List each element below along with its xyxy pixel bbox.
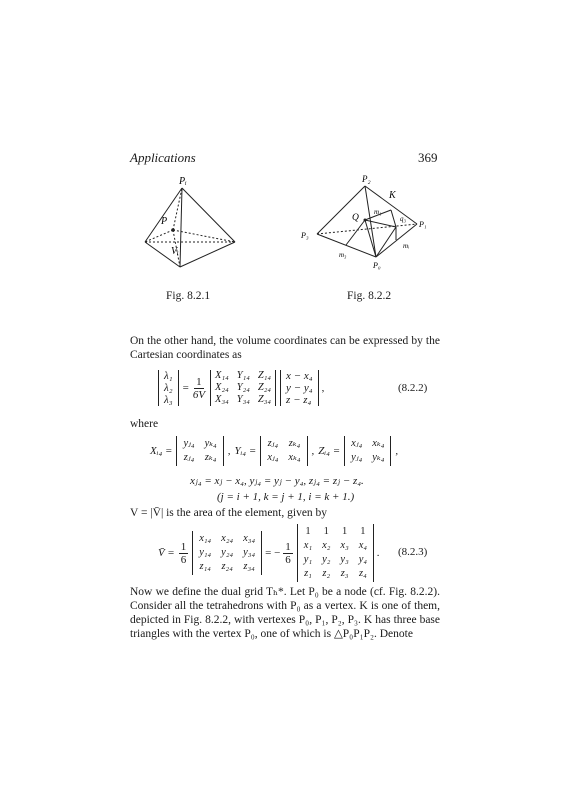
matrix-cell: Z₂₄ (257, 382, 272, 393)
label-mi: mᵢ (403, 242, 410, 250)
matrix-cell: Z₁₄ (257, 370, 272, 381)
running-title: Applications (130, 150, 196, 165)
label-pi: Pᵢ (179, 176, 187, 187)
matrix-cell: Y₃₄ (236, 394, 250, 405)
denominator: 6V (192, 388, 206, 401)
point-p (171, 228, 175, 232)
matrix-cell: xⱼ₄ (351, 438, 363, 449)
matrix-cell: X₂₄ (215, 382, 229, 393)
matrix-cell: x₃ (340, 540, 349, 551)
numerator: 1 (180, 540, 187, 553)
matrix-cell: xₖ₄ (372, 438, 385, 449)
matrix-cell: zⱼ₄ (183, 452, 195, 463)
determinant (344, 436, 391, 466)
paragraph: Now we define the dual grid Tₕ*. Let P₀ be a node (cf. Fig. 8.2.2). Consider all the tetrahedrons with P₀ as a vertex. K is one of them, depicted in Fig. 8.2.2, with vertexes P₀, P₁, P₂, P₃. K has three base triangles with the vertex P₀, one of which is △P₀P₁P₂. Denote (130, 586, 440, 640)
matrix-cell: zₖ₄ (204, 452, 217, 463)
determinant (297, 524, 374, 582)
edge (180, 242, 235, 267)
equation-8-2-3 (158, 522, 380, 584)
determinant (176, 436, 223, 466)
matrix-cell: z₃₄ (243, 561, 255, 572)
interior-line (391, 210, 396, 227)
fraction (193, 376, 205, 401)
figure-caption: Fig. 8.2.2 (347, 290, 392, 302)
matrix-cell: y₁ (303, 554, 313, 565)
matrix-cell: yₖ₄ (372, 452, 385, 463)
matrix-cell: z₂ (322, 568, 331, 579)
label-m3: m₃ (339, 251, 347, 259)
volume-sentence: V = |V̄| is the area of the element, given by (130, 507, 328, 519)
equation-8-2-2 (158, 366, 324, 410)
matrix-cell: Z₃₄ (257, 394, 272, 405)
interior-line (346, 220, 365, 245)
determinant (260, 436, 307, 466)
matrix-cell: z₁ (304, 568, 312, 579)
fraction (179, 541, 189, 566)
matrix-cell: 1 (341, 526, 348, 537)
interior-line (365, 220, 376, 257)
label-p0: P₀ (373, 261, 381, 270)
label-p1: P₁ (419, 220, 427, 229)
edge (317, 186, 365, 234)
matrix-cell: x₃₄ (243, 533, 256, 544)
matrix-cell: xⱼ₄ (267, 452, 279, 463)
point-q (364, 219, 367, 222)
label-m1: m₁ (374, 208, 382, 216)
edge (182, 188, 235, 242)
figure-8-2-1 (135, 172, 255, 277)
label-q: Q (352, 213, 359, 223)
comma: . (377, 547, 380, 559)
label-p: P (161, 216, 168, 227)
comma: , (227, 445, 231, 457)
matrix-cell: y₄ (358, 554, 368, 565)
matrix-cell: x₂₄ (221, 533, 234, 544)
interior-line (173, 230, 235, 242)
lhs-vector (158, 370, 179, 406)
where-label: where (130, 418, 159, 430)
denominator: 6 (180, 553, 187, 566)
edge (145, 188, 182, 242)
edge (317, 234, 376, 257)
interior-line (376, 227, 396, 257)
coefficient-matrix (210, 370, 276, 406)
edge (180, 188, 182, 267)
matrix-cell: yₖ₄ (204, 438, 217, 449)
matrix-cell: z₁₄ (199, 561, 211, 572)
matrix-cell: λ₂ (164, 382, 173, 394)
matrix-cell: 1 (305, 526, 311, 537)
matrix-cell: λ₃ (164, 394, 173, 406)
matrix-cell: λ₁ (164, 370, 173, 382)
matrix-cell: Y₂₄ (236, 382, 250, 393)
matrix-cell: xₖ₄ (288, 452, 301, 463)
def-lhs: Zᵢ₄ = (318, 445, 341, 457)
label-q3: q₃ (400, 215, 406, 223)
label-p2: P₂ (362, 174, 371, 184)
eq-lhs: V̄ = (158, 547, 175, 559)
matrix-cell: yⱼ₄ (183, 438, 195, 449)
definitions-line (150, 436, 398, 466)
rhs-vector (280, 370, 319, 406)
matrix-cell: y₂₄ (221, 547, 234, 558)
matrix-cell: z₄ (359, 568, 367, 579)
matrix-cell: x₄ (358, 540, 368, 551)
matrix-cell: y − y₄ (286, 382, 313, 394)
matrix-cell: yⱼ₄ (351, 452, 363, 463)
determinant (192, 531, 262, 575)
matrix-cell: z₂₄ (221, 561, 233, 572)
matrix-cell: 1 (323, 526, 329, 537)
matrix-cell: X₁₄ (215, 370, 229, 381)
def-lhs: Yᵢ₄ = (234, 445, 257, 457)
label-k: K (389, 190, 396, 201)
matrix-cell: y₃ (340, 554, 349, 565)
denominator: 6 (285, 553, 291, 566)
label-vi: Vᵢ (171, 246, 179, 257)
matrix-cell: y₂ (322, 554, 331, 565)
interior-line (365, 220, 396, 227)
matrix-cell: x₁ (303, 540, 313, 551)
matrix-cell: x₁₄ (199, 533, 212, 544)
figure-8-2-2 (295, 172, 445, 277)
matrix-cell: zₖ₄ (288, 438, 301, 449)
difference-definitions: xⱼ₄ = xⱼ − x₄, yⱼ₄ = yⱼ − y₄, zⱼ₄ = zⱼ − z₄. (190, 475, 364, 487)
equals-sign: = (182, 382, 189, 394)
page-number: 369 (418, 150, 438, 165)
matrix-cell: zⱼ₄ (267, 438, 279, 449)
comma: , (321, 382, 325, 394)
matrix-cell: y₁₄ (199, 547, 212, 558)
numerator: 1 (285, 540, 291, 553)
matrix-cell: 1 (360, 526, 366, 537)
matrix-cell: X₃₄ (215, 394, 229, 405)
index-rule: (j = i + 1, k = j + 1, i = k + 1.) (217, 491, 355, 503)
label-p3: P₃ (301, 231, 309, 240)
matrix-cell: Y₁₄ (236, 370, 250, 381)
paragraph: On the other hand, the volume coordinates can be expressed by the Cartesian coordinates as (130, 335, 440, 361)
equation-number: (8.2.2) (398, 382, 428, 394)
comma: , (395, 445, 399, 457)
matrix-cell: z − z₄ (286, 394, 312, 406)
equals-minus: = − (265, 547, 281, 559)
equation-number: (8.2.3) (398, 546, 428, 558)
matrix-cell: x − x₄ (286, 370, 313, 382)
matrix-cell: y₃₄ (243, 547, 256, 558)
comma: , (311, 445, 315, 457)
numerator: 1 (196, 375, 202, 388)
matrix-cell: x₂ (322, 540, 331, 551)
matrix-cell: z₃ (340, 568, 349, 579)
fraction (283, 541, 293, 566)
def-lhs: Xᵢ₄ = (150, 445, 173, 457)
figure-caption: Fig. 8.2.1 (166, 290, 211, 302)
